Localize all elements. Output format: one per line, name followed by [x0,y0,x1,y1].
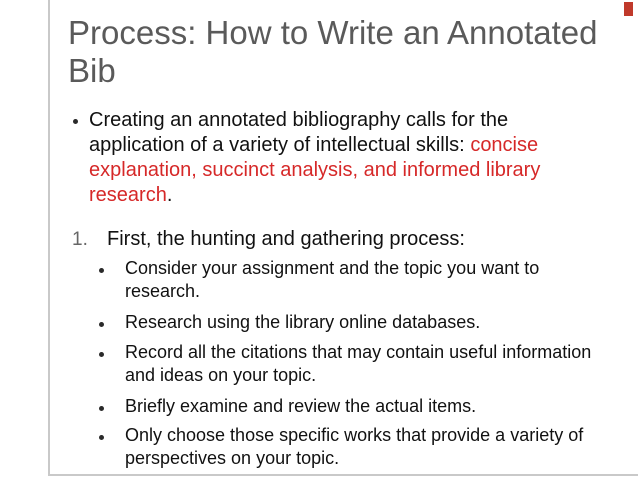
bullet-icon [99,435,104,440]
intro-paragraph [89,108,609,208]
bullet-icon [99,268,104,273]
list-item: Only choose those specific works that provide a variety of perspectives on your topic. [125,425,584,468]
list-item: Briefly examine and review the actual items. [125,396,477,416]
intro-period: . [166,184,173,206]
slide-title: Process: How to Write an Annotated Bib [68,14,598,89]
bullet-icon [99,406,104,411]
step-text: First, the hunting and gathering process: [107,228,465,250]
corner-accent [624,2,633,16]
intro-text: Creating an annotated bibliography calls for the application of a variety of intellectual skills: [89,109,509,156]
list-item: Record all the citations that may contain useful information and ideas on your topic. [125,342,592,385]
list-item: Research using the library online databases. [125,312,481,332]
bullet-icon [99,352,104,357]
intro-highlight: concise explanation, succinct analysis, and informed library research [89,134,541,206]
bullet-icon [99,322,104,327]
list-item: Consider your assignment and the topic you want to research. [125,258,540,301]
step-number: 1. [72,229,88,250]
bullet-icon [73,119,78,124]
